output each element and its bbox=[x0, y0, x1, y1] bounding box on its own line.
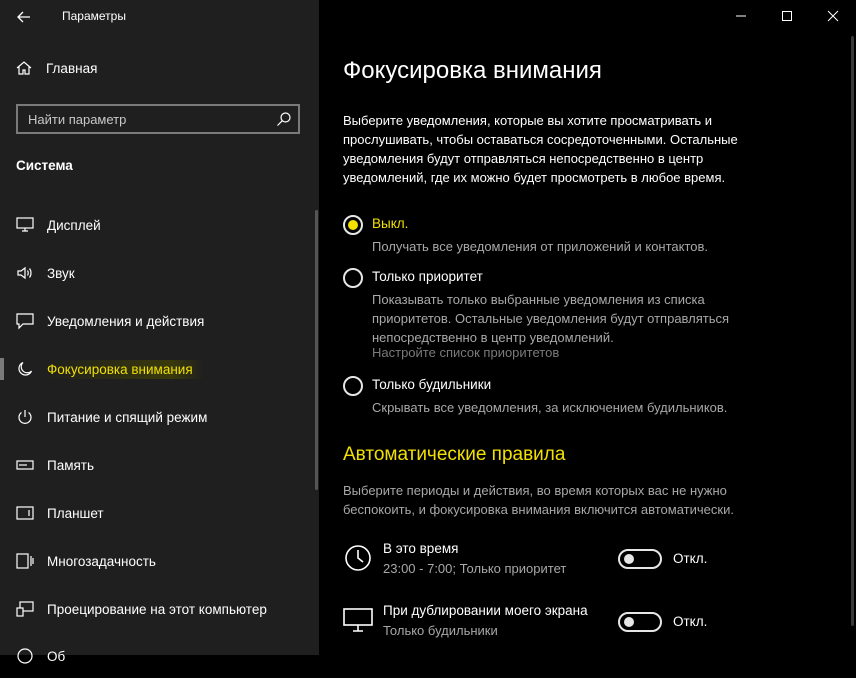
page-description: Выберите уведомления, которые вы хотите просматривать и прослушивать, чтобы оставаться сосредоточенными. Остальные уведомления будут отправляться непосредственно в центр уведомлений, где их можно будет просмотреть в любое время. bbox=[343, 113, 738, 185]
option-description: Получать все уведомления от приложений и контактов. bbox=[372, 239, 709, 254]
radio-priority-only[interactable] bbox=[343, 268, 363, 288]
sidebar-item-label: Уведомления и действия bbox=[47, 313, 205, 329]
sidebar-item-power[interactable] bbox=[0, 395, 319, 439]
auto-rules-description: Выберите периоды и действия, во время которых вас не нужно беспокоить, и фокусировка внимания включится автоматически. bbox=[343, 483, 734, 517]
sidebar-item-focus-assist[interactable] bbox=[0, 347, 319, 391]
minimize-icon bbox=[736, 11, 746, 21]
clock-icon bbox=[343, 543, 373, 573]
sidebar-item-label: Планшет bbox=[47, 505, 104, 521]
option-title: Только приоритет bbox=[372, 269, 483, 284]
sidebar-item-display[interactable] bbox=[0, 203, 319, 247]
close-icon bbox=[828, 11, 838, 21]
section-title: Система bbox=[16, 158, 73, 173]
priority-list-link[interactable]: Настройте список приоритетов bbox=[372, 345, 560, 360]
moon-icon bbox=[16, 360, 34, 378]
info-icon bbox=[16, 647, 34, 665]
minimize-button[interactable] bbox=[718, 0, 764, 32]
rule-toggle-state: Откл. bbox=[673, 614, 708, 629]
rule-toggle-state: Откл. bbox=[673, 551, 708, 566]
rule-title: При дублировании моего экрана bbox=[383, 603, 588, 618]
power-icon bbox=[16, 408, 34, 426]
sidebar bbox=[0, 0, 319, 664]
home-link[interactable] bbox=[16, 60, 97, 76]
rule-toggle[interactable] bbox=[618, 612, 662, 632]
sidebar-item-projecting[interactable] bbox=[0, 587, 319, 631]
speaker-icon bbox=[16, 264, 34, 282]
projecting-icon bbox=[16, 600, 34, 618]
sidebar-item-label: Звук bbox=[47, 265, 75, 281]
maximize-button[interactable] bbox=[764, 0, 810, 32]
notification-icon bbox=[16, 312, 34, 330]
search-box[interactable] bbox=[16, 104, 300, 134]
monitor-icon bbox=[16, 216, 34, 234]
option-priority-only bbox=[343, 268, 813, 364]
home-label: Главная bbox=[46, 60, 98, 76]
sidebar-item-notifications[interactable] bbox=[0, 299, 319, 343]
maximize-icon bbox=[782, 11, 792, 21]
title-bar bbox=[0, 0, 319, 34]
search-input[interactable] bbox=[18, 106, 268, 132]
home-icon bbox=[16, 60, 32, 76]
option-off bbox=[343, 215, 813, 255]
sidebar-item-label: Об bbox=[47, 648, 66, 664]
sidebar-item-label: Память bbox=[47, 457, 95, 473]
option-alarms-only bbox=[343, 376, 813, 416]
tablet-icon bbox=[16, 504, 34, 522]
radio-off[interactable] bbox=[343, 215, 363, 235]
sidebar-scrollbar[interactable] bbox=[315, 210, 318, 490]
rule-during-times[interactable] bbox=[343, 541, 823, 589]
back-button[interactable] bbox=[10, 6, 38, 28]
storage-icon bbox=[16, 456, 34, 474]
rule-subtitle: 23:00 - 7:00; Только приоритет bbox=[383, 561, 567, 576]
rule-toggle[interactable] bbox=[618, 549, 662, 569]
sidebar-item-label: Многозадачность bbox=[47, 553, 156, 569]
option-description: Показывать только выбранные уведомления из списка приоритетов. Остальные уведомления будут отправляться непосредственно в центр уведомлений. bbox=[372, 292, 730, 345]
multitasking-icon bbox=[16, 552, 34, 570]
sidebar-item-tablet[interactable] bbox=[0, 491, 319, 535]
app-title: Параметры bbox=[62, 9, 126, 23]
page-title: Фокусировка внимания bbox=[343, 57, 602, 84]
sidebar-item-storage[interactable] bbox=[0, 443, 319, 487]
sidebar-item-label: Дисплей bbox=[47, 217, 101, 233]
sidebar-item-about[interactable] bbox=[0, 634, 319, 678]
sidebar-item-multitasking[interactable] bbox=[0, 539, 319, 583]
auto-rules-heading: Автоматические правила bbox=[343, 444, 566, 465]
main-scrollbar[interactable] bbox=[851, 36, 854, 626]
option-title: Выкл. bbox=[372, 216, 409, 231]
rule-title: В это время bbox=[383, 541, 459, 556]
option-title: Только будильники bbox=[372, 377, 492, 392]
search-icon[interactable] bbox=[276, 111, 292, 127]
sidebar-item-label: Фокусировка внимания bbox=[47, 360, 203, 379]
option-description: Скрывать все уведомления, за исключением будильников. bbox=[372, 400, 728, 415]
back-arrow-icon bbox=[17, 11, 31, 23]
sidebar-item-sound[interactable] bbox=[0, 251, 319, 295]
rule-duplicating-display[interactable] bbox=[343, 603, 823, 651]
main-content bbox=[319, 0, 856, 655]
close-button[interactable] bbox=[810, 0, 856, 32]
radio-alarms-only[interactable] bbox=[343, 376, 363, 396]
sidebar-item-label: Проецирование на этот компьютер bbox=[47, 601, 267, 617]
window-controls bbox=[718, 0, 856, 32]
rule-subtitle: Только будильники bbox=[383, 623, 498, 638]
monitor-icon bbox=[343, 605, 373, 635]
sidebar-item-label: Питание и спящий режим bbox=[47, 409, 208, 425]
